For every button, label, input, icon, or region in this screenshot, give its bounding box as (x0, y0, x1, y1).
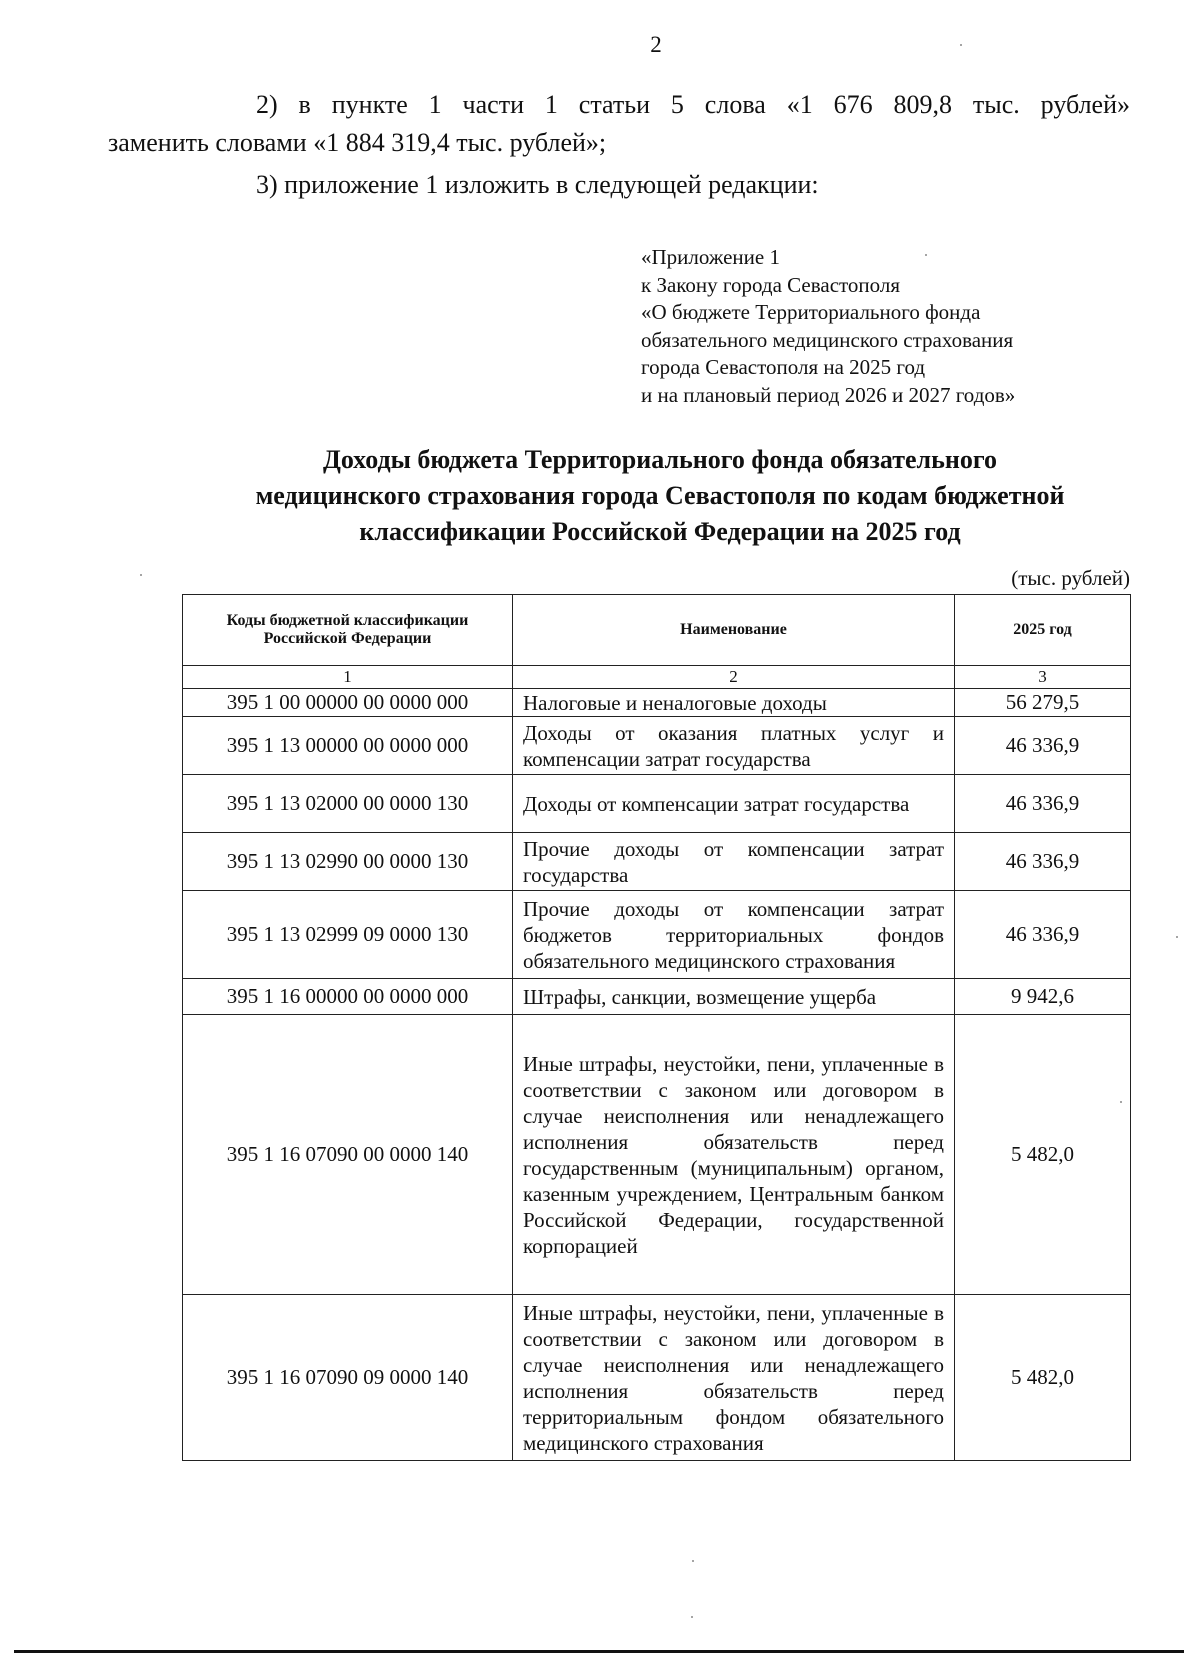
column-number: 2 (513, 666, 955, 689)
amendment-item-3: 3) приложение 1 изложить в следующей редакции: (256, 170, 819, 199)
header-year: 2025 год (955, 595, 1131, 666)
row-code: 395 1 13 00000 00 0000 000 (183, 717, 513, 775)
row-amount: 46 336,9 (955, 891, 1131, 979)
table-row (183, 689, 1131, 717)
scan-speck (960, 44, 962, 46)
appendix-header-line: города Севастополя на 2025 год (641, 355, 926, 380)
amendment-item-2 (108, 86, 1130, 162)
row-amount: 46 336,9 (955, 717, 1131, 775)
row-amount: 56 279,5 (955, 689, 1131, 717)
table-row (183, 775, 1131, 833)
row-amount: 5 482,0 (955, 1295, 1131, 1461)
unit-label: (тыс. рублей) (1011, 566, 1130, 590)
row-code: 395 1 16 07090 00 0000 140 (183, 1015, 513, 1295)
table-title-line: медицинского страхования города Севастополя по кодам бюджетной (255, 481, 1065, 510)
row-name: Иные штрафы, неустойки, пени, уплаченные в соответствии с законом или договором в случае неисполнения или ненадлежащего исполнения обязательств перед государственным (муниципальным) органом, казенным учреждением, Центральным банком Российской Федерации, государственной корпорацией (513, 1015, 955, 1295)
row-amount: 5 482,0 (955, 1015, 1131, 1295)
table-row (183, 1295, 1131, 1461)
table-row (183, 891, 1131, 979)
appendix-header-line: «Приложение 1 (641, 245, 780, 269)
scan-speck (692, 1560, 694, 1562)
scan-speck (1176, 936, 1178, 938)
appendix-header (641, 244, 1121, 410)
table-title (200, 442, 1120, 550)
row-code: 395 1 13 02990 00 0000 130 (183, 833, 513, 891)
row-name: Штрафы, санкции, возмещение ущерба (513, 979, 955, 1015)
amendment-item-2-line1: 2) в пункте 1 части 1 статьи 5 слова «1 676 809,8 тыс. рублей» (256, 90, 1130, 119)
table-title-line: Доходы бюджета Территориального фонда обязательного (322, 445, 998, 474)
table-title-line: классификации Российской Федерации на 2025 год (359, 517, 961, 546)
header-code: Коды бюджетной классификации Российской Федерации (183, 595, 513, 666)
table-row (183, 717, 1131, 775)
table-row (183, 833, 1131, 891)
row-amount: 46 336,9 (955, 775, 1131, 833)
table-header-row (183, 595, 1131, 666)
column-number: 1 (183, 666, 513, 689)
row-amount: 9 942,6 (955, 979, 1131, 1015)
header-name: Наименование (513, 595, 955, 666)
table-row (183, 979, 1131, 1015)
appendix-header-line: и на плановый период 2026 и 2027 годов» (641, 382, 1016, 407)
row-name: Прочие доходы от компенсации затрат государства (513, 833, 955, 891)
row-name: Доходы от компенсации затрат государства (513, 775, 955, 833)
row-amount: 46 336,9 (955, 833, 1131, 891)
page-number: 2 (650, 32, 662, 57)
amendment-item-2-line2: заменить словами «1 884 319,4 тыс. рублей»; (108, 128, 607, 157)
scan-speck (691, 1616, 693, 1618)
scan-speck (925, 254, 927, 256)
income-table (182, 594, 1131, 1461)
row-name: Иные штрафы, неустойки, пени, уплаченные в соответствии с законом или договором в случае неисполнения или ненадлежащего исполнения обязательств перед территориальным фондом обязательного медицинского страхования (513, 1295, 955, 1461)
appendix-header-line: к Закону города Севастополя (641, 272, 901, 297)
row-code: 395 1 00 00000 00 0000 000 (183, 689, 513, 717)
table-row (183, 1015, 1131, 1295)
row-name: Прочие доходы от компенсации затрат бюджетов территориальных фондов обязательного медицинского страхования (513, 891, 955, 979)
scan-speck (140, 574, 142, 576)
row-code: 395 1 16 07090 09 0000 140 (183, 1295, 513, 1461)
column-number-row (183, 666, 1131, 689)
row-name: Доходы от оказания платных услуг и компенсации затрат государства (513, 717, 955, 775)
scan-border (14, 1650, 1184, 1653)
scan-speck (1120, 1101, 1122, 1103)
row-code: 395 1 16 00000 00 0000 000 (183, 979, 513, 1015)
row-code: 395 1 13 02000 00 0000 130 (183, 775, 513, 833)
row-name: Налоговые и неналоговые доходы (513, 689, 955, 717)
row-code: 395 1 13 02999 09 0000 130 (183, 891, 513, 979)
appendix-header-line: обязательного медицинского страхования (641, 327, 1014, 352)
column-number: 3 (955, 666, 1131, 689)
appendix-header-line: «О бюджете Территориального фонда (641, 300, 981, 325)
